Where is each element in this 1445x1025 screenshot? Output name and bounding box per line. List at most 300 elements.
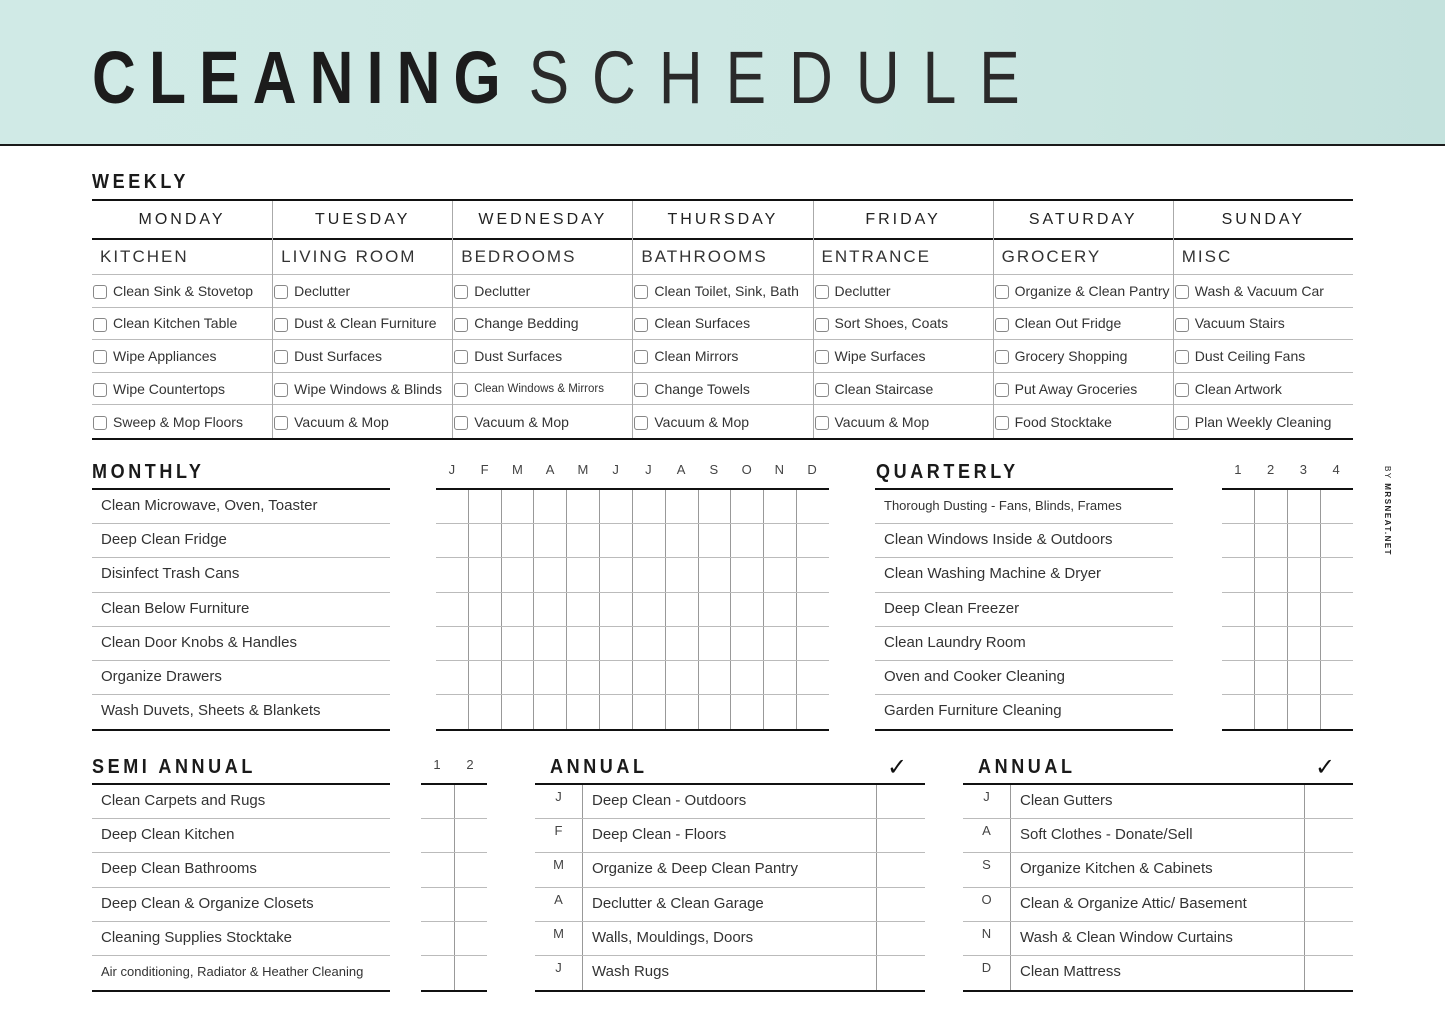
- check-cell[interactable]: [1254, 490, 1287, 523]
- checkbox[interactable]: [274, 285, 288, 299]
- weekly-task[interactable]: [273, 308, 452, 341]
- check-cell[interactable]: [796, 661, 829, 694]
- checkbox[interactable]: [93, 350, 107, 364]
- check-cell[interactable]: [454, 853, 488, 886]
- credit-site: MRSNEAT.NET: [1383, 483, 1392, 557]
- check-cell[interactable]: [796, 558, 829, 591]
- check-cell[interactable]: [454, 922, 488, 955]
- task-label: Clean Staircase: [834, 380, 934, 397]
- checkbox[interactable]: [93, 416, 107, 430]
- task-label: Organize & Clean Pantry: [1014, 282, 1170, 299]
- checkbox[interactable]: [454, 285, 468, 299]
- check-cell[interactable]: [730, 627, 763, 660]
- weekly-column-monday: [92, 201, 272, 438]
- check-cell[interactable]: [1222, 558, 1254, 591]
- weekly-task[interactable]: [1174, 275, 1353, 308]
- check-cell[interactable]: [436, 627, 468, 660]
- check-cell[interactable]: [1287, 627, 1320, 660]
- check-cell[interactable]: [665, 661, 698, 694]
- check-cell[interactable]: [665, 490, 698, 523]
- task-label: Declutter & Clean Garage: [583, 888, 877, 921]
- check-cell[interactable]: [599, 627, 632, 660]
- weekly-task[interactable]: [633, 308, 812, 341]
- check-cell[interactable]: [1305, 819, 1353, 852]
- weekly-task[interactable]: [1174, 405, 1353, 438]
- check-cell[interactable]: [533, 558, 566, 591]
- check-cell[interactable]: [421, 853, 454, 886]
- area-label: MISC: [1174, 240, 1353, 275]
- check-cell[interactable]: [436, 490, 468, 523]
- check-cell[interactable]: [468, 661, 501, 694]
- check-cell[interactable]: [501, 524, 534, 557]
- checkbox[interactable]: [454, 350, 468, 364]
- check-cell[interactable]: [763, 558, 796, 591]
- check-cell[interactable]: [454, 956, 488, 990]
- task-row: Organize Drawers: [92, 661, 390, 695]
- task-label: Clean Kitchen Table: [113, 315, 238, 332]
- checkbox[interactable]: [815, 350, 829, 364]
- day-header: FRIDAY: [814, 201, 993, 240]
- check-cell[interactable]: [730, 661, 763, 694]
- weekly-task[interactable]: [633, 275, 812, 308]
- task-label: Wipe Surfaces: [834, 347, 926, 364]
- weekly-task[interactable]: [273, 340, 452, 373]
- check-cell[interactable]: [599, 558, 632, 591]
- task-label: Dust Surfaces: [294, 347, 383, 364]
- check-cell[interactable]: [566, 627, 599, 660]
- checkbox[interactable]: [815, 318, 829, 332]
- checkbox[interactable]: [274, 318, 288, 332]
- check-cell[interactable]: [1254, 661, 1287, 694]
- weekly-task[interactable]: [453, 308, 632, 341]
- annual-row: [535, 853, 925, 887]
- task-label: Declutter: [834, 282, 891, 299]
- weekly-task[interactable]: [633, 340, 812, 373]
- checkbox[interactable]: [634, 318, 648, 332]
- month-letter: J: [535, 785, 583, 818]
- weekly-task[interactable]: [994, 275, 1173, 308]
- check-cell[interactable]: [1287, 558, 1320, 591]
- check-cell[interactable]: [566, 524, 599, 557]
- month-letter: J: [963, 785, 1011, 818]
- annual-row: [535, 956, 925, 990]
- grid-row: [1222, 695, 1353, 729]
- checkbox[interactable]: [995, 383, 1009, 397]
- check-cell[interactable]: [468, 627, 501, 660]
- check-cell[interactable]: [1320, 627, 1353, 660]
- column-label: J: [645, 462, 653, 477]
- checkbox[interactable]: [634, 285, 648, 299]
- task-label: Clean Windows & Mirrors: [474, 382, 604, 395]
- task-label: Wipe Countertops: [113, 380, 226, 397]
- check-cell[interactable]: [632, 661, 665, 694]
- checkbox[interactable]: [1175, 383, 1189, 397]
- checkbox[interactable]: [1175, 416, 1189, 430]
- check-cell[interactable]: [796, 490, 829, 523]
- area-label: KITCHEN: [92, 240, 272, 275]
- check-cell[interactable]: [436, 558, 468, 591]
- check-cell[interactable]: [1254, 558, 1287, 591]
- task-label: Clean Out Fridge: [1014, 315, 1122, 332]
- checkbox[interactable]: [274, 416, 288, 430]
- check-cell[interactable]: [1287, 695, 1320, 729]
- check-cell[interactable]: [763, 695, 796, 729]
- column-label: A: [545, 462, 556, 477]
- check-cell[interactable]: [763, 490, 796, 523]
- checkbox[interactable]: [995, 285, 1009, 299]
- check-cell[interactable]: [533, 490, 566, 523]
- checkbox[interactable]: [1175, 285, 1189, 299]
- check-cell[interactable]: [1222, 695, 1254, 729]
- check-cell[interactable]: [796, 695, 829, 729]
- check-cell[interactable]: [632, 593, 665, 626]
- weekly-task[interactable]: [994, 405, 1173, 438]
- month-letter: A: [535, 888, 583, 921]
- check-cell[interactable]: [468, 695, 501, 729]
- check-cell[interactable]: [1320, 661, 1353, 694]
- check-cell[interactable]: [454, 819, 488, 852]
- checkbox[interactable]: [634, 416, 648, 430]
- check-cell[interactable]: [599, 695, 632, 729]
- task-row: Air conditioning, Radiator & Heather Cleaning: [101, 963, 364, 979]
- task-label: Organize & Deep Clean Pantry: [583, 853, 877, 886]
- checkbox[interactable]: [815, 285, 829, 299]
- check-cell[interactable]: [533, 524, 566, 557]
- check-cell[interactable]: [599, 661, 632, 694]
- weekly-task[interactable]: [273, 373, 452, 406]
- column-label: F: [480, 462, 490, 477]
- check-cell[interactable]: [763, 593, 796, 626]
- check-cell[interactable]: [698, 524, 731, 557]
- check-cell[interactable]: [877, 888, 925, 921]
- check-cell[interactable]: [1320, 524, 1353, 557]
- task-row: Oven and Cooker Cleaning: [875, 661, 1173, 695]
- check-cell[interactable]: [665, 627, 698, 660]
- check-cell[interactable]: [877, 853, 925, 886]
- check-cell[interactable]: [698, 490, 731, 523]
- checkbox[interactable]: [995, 350, 1009, 364]
- check-cell[interactable]: [877, 956, 925, 990]
- weekly-table: [92, 199, 1353, 440]
- check-cell[interactable]: [632, 490, 665, 523]
- checkbox[interactable]: [995, 318, 1009, 332]
- checkbox[interactable]: [815, 383, 829, 397]
- weekly-task[interactable]: [453, 275, 632, 308]
- check-cell[interactable]: [698, 593, 731, 626]
- weekly-task[interactable]: [273, 405, 452, 438]
- semi-annual-title: SEMI ANNUAL: [92, 756, 256, 778]
- check-cell[interactable]: [421, 888, 454, 921]
- check-cell[interactable]: [501, 627, 534, 660]
- grid-row: [421, 853, 487, 887]
- credit-text: [1383, 466, 1392, 556]
- check-cell[interactable]: [1305, 922, 1353, 955]
- check-cell[interactable]: [501, 695, 534, 729]
- check-cell[interactable]: [501, 661, 534, 694]
- check-cell[interactable]: [1287, 490, 1320, 523]
- check-cell[interactable]: [533, 661, 566, 694]
- check-cell[interactable]: [1222, 627, 1254, 660]
- weekly-task[interactable]: [273, 275, 452, 308]
- checkbox[interactable]: [1175, 350, 1189, 364]
- weekly-task[interactable]: [814, 275, 993, 308]
- quarterly-task-list: [875, 488, 1173, 731]
- annual-row: [535, 819, 925, 853]
- check-cell[interactable]: [599, 490, 632, 523]
- check-cell[interactable]: [421, 819, 454, 852]
- check-cell[interactable]: [599, 593, 632, 626]
- check-cell[interactable]: [632, 695, 665, 729]
- task-label: Vacuum Stairs: [1194, 315, 1285, 332]
- check-cell[interactable]: [566, 593, 599, 626]
- task-label: Deep Clean - Outdoors: [583, 785, 877, 818]
- day-header: THURSDAY: [633, 201, 812, 240]
- check-cell[interactable]: [566, 558, 599, 591]
- month-letter: J: [535, 956, 583, 990]
- check-cell[interactable]: [1320, 558, 1353, 591]
- check-cell[interactable]: [468, 524, 501, 557]
- weekly-task[interactable]: [92, 308, 272, 341]
- check-cell[interactable]: [1222, 490, 1254, 523]
- annual-row: [535, 888, 925, 922]
- check-cell[interactable]: [698, 695, 731, 729]
- check-cell[interactable]: [454, 785, 488, 818]
- check-cell[interactable]: [877, 922, 925, 955]
- checkbox[interactable]: [93, 383, 107, 397]
- weekly-task[interactable]: [814, 405, 993, 438]
- check-cell[interactable]: [436, 593, 468, 626]
- check-cell[interactable]: [730, 593, 763, 626]
- check-cell[interactable]: [1320, 695, 1353, 729]
- checkbox[interactable]: [454, 383, 468, 397]
- semi-annual-header: [421, 757, 487, 772]
- weekly-column-friday: [813, 201, 993, 438]
- checkbox[interactable]: [815, 416, 829, 430]
- check-cell[interactable]: [665, 695, 698, 729]
- check-cell[interactable]: [763, 661, 796, 694]
- task-label: Vacuum & Mop: [834, 413, 930, 430]
- monthly-task-list: [92, 488, 390, 731]
- check-cell[interactable]: [698, 558, 731, 591]
- check-cell[interactable]: [730, 490, 763, 523]
- monthly-title: MONTHLY: [92, 461, 205, 483]
- task-row: Garden Furniture Cleaning: [884, 702, 1062, 720]
- annual-title-2: ANNUAL: [978, 756, 1076, 778]
- grid-row: [436, 695, 829, 729]
- check-cell[interactable]: [632, 627, 665, 660]
- task-label: Dust Ceiling Fans: [1194, 347, 1306, 364]
- quarterly-header: [1222, 462, 1353, 477]
- grid-row: [1222, 524, 1353, 558]
- annual-table-2: [963, 783, 1353, 992]
- check-cell[interactable]: [533, 695, 566, 729]
- task-label: Organize Kitchen & Cabinets: [1011, 853, 1305, 886]
- check-cell[interactable]: [730, 558, 763, 591]
- weekly-task[interactable]: [814, 340, 993, 373]
- month-letter: O: [963, 888, 1011, 921]
- weekly-task[interactable]: [994, 373, 1173, 406]
- check-cell[interactable]: [1305, 888, 1353, 921]
- checkbox[interactable]: [274, 350, 288, 364]
- weekly-task[interactable]: [1174, 373, 1353, 406]
- column-label: 1: [433, 757, 442, 772]
- task-label: Wash Rugs: [583, 956, 877, 990]
- check-cell[interactable]: [421, 785, 454, 818]
- task-label: Dust & Clean Furniture: [294, 315, 437, 332]
- weekly-task[interactable]: [633, 373, 812, 406]
- weekly-task[interactable]: [633, 405, 812, 438]
- weekly-task[interactable]: [453, 405, 632, 438]
- check-cell[interactable]: [763, 524, 796, 557]
- grid-row: [1222, 627, 1353, 661]
- check-cell[interactable]: [501, 593, 534, 626]
- check-cell[interactable]: [566, 695, 599, 729]
- task-label: Sweep & Mop Floors: [113, 413, 243, 430]
- weekly-task[interactable]: [994, 340, 1173, 373]
- checkbox[interactable]: [995, 416, 1009, 430]
- grid-row: [436, 558, 829, 592]
- weekly-task[interactable]: [453, 373, 632, 406]
- annual-row: [535, 785, 925, 819]
- check-cell[interactable]: [599, 524, 632, 557]
- grid-row: [436, 661, 829, 695]
- weekly-task[interactable]: [814, 308, 993, 341]
- checkbox[interactable]: [93, 318, 107, 332]
- task-row: Disinfect Trash Cans: [92, 558, 390, 592]
- check-cell[interactable]: [763, 627, 796, 660]
- task-label: Wash & Vacuum Car: [1194, 282, 1324, 299]
- check-cell[interactable]: [698, 661, 731, 694]
- weekly-task[interactable]: [92, 373, 272, 406]
- task-label: Clean Gutters: [1011, 785, 1305, 818]
- checkbox[interactable]: [634, 383, 648, 397]
- checkbox[interactable]: [634, 350, 648, 364]
- check-cell[interactable]: [468, 490, 501, 523]
- check-cell[interactable]: [1305, 956, 1353, 990]
- check-cell[interactable]: [468, 558, 501, 591]
- quarterly-check-grid: [1222, 488, 1353, 731]
- check-cell[interactable]: [1287, 661, 1320, 694]
- weekly-task[interactable]: [92, 275, 272, 308]
- weekly-task[interactable]: [92, 405, 272, 438]
- check-cell[interactable]: [421, 956, 454, 990]
- check-cell[interactable]: [632, 524, 665, 557]
- check-cell[interactable]: [436, 661, 468, 694]
- grid-row: [436, 627, 829, 661]
- check-cell[interactable]: [665, 593, 698, 626]
- task-row: Deep Clean & Organize Closets: [92, 888, 390, 922]
- check-cell[interactable]: [665, 558, 698, 591]
- checkbox[interactable]: [93, 285, 107, 299]
- grid-row: [436, 524, 829, 558]
- check-cell[interactable]: [1287, 593, 1320, 626]
- check-cell[interactable]: [1222, 593, 1254, 626]
- annual-row: [963, 785, 1353, 819]
- check-cell[interactable]: [665, 524, 698, 557]
- check-cell[interactable]: [796, 593, 829, 626]
- weekly-task[interactable]: [1174, 340, 1353, 373]
- check-cell[interactable]: [796, 524, 829, 557]
- grid-row: [1222, 490, 1353, 524]
- check-cell[interactable]: [533, 627, 566, 660]
- semi-annual-task-list: [92, 783, 390, 992]
- check-cell[interactable]: [1287, 524, 1320, 557]
- weekly-task[interactable]: [92, 340, 272, 373]
- task-label: Food Stocktake: [1014, 413, 1112, 430]
- task-label: Sort Shoes, Coats: [834, 315, 949, 332]
- check-cell[interactable]: [632, 558, 665, 591]
- check-cell[interactable]: [1254, 695, 1287, 729]
- credit-prefix: BY: [1383, 466, 1392, 480]
- month-letter: N: [963, 922, 1011, 955]
- check-cell[interactable]: [796, 627, 829, 660]
- check-cell[interactable]: [533, 593, 566, 626]
- check-cell[interactable]: [501, 558, 534, 591]
- weekly-column-wednesday: [452, 201, 632, 438]
- weekly-task[interactable]: [994, 308, 1173, 341]
- check-cell[interactable]: [501, 490, 534, 523]
- weekly-task[interactable]: [453, 340, 632, 373]
- task-row: Clean Door Knobs & Handles: [92, 627, 390, 661]
- day-header: SUNDAY: [1174, 201, 1353, 240]
- check-cell[interactable]: [454, 888, 488, 921]
- check-cell[interactable]: [698, 627, 731, 660]
- area-label: ENTRANCE: [814, 240, 993, 275]
- check-cell[interactable]: [436, 695, 468, 729]
- grid-row: [421, 888, 487, 922]
- column-label: J: [448, 462, 457, 477]
- checkbox[interactable]: [1175, 318, 1189, 332]
- check-cell[interactable]: [421, 922, 454, 955]
- check-cell[interactable]: [1254, 627, 1287, 660]
- task-label: Clean & Organize Attic/ Basement: [1011, 888, 1305, 921]
- checkbox[interactable]: [274, 383, 288, 397]
- day-header: MONDAY: [92, 201, 272, 240]
- checkbox[interactable]: [454, 318, 468, 332]
- task-label: Clean Surfaces: [654, 315, 751, 332]
- check-cell[interactable]: [468, 593, 501, 626]
- check-cell[interactable]: [877, 785, 925, 818]
- task-label: Wipe Appliances: [113, 347, 217, 364]
- check-cell[interactable]: [1320, 593, 1353, 626]
- weekly-task[interactable]: [814, 373, 993, 406]
- check-cell[interactable]: [436, 524, 468, 557]
- check-cell[interactable]: [566, 661, 599, 694]
- grid-row: [436, 490, 829, 524]
- check-cell[interactable]: [1320, 490, 1353, 523]
- task-row: Clean Washing Machine & Dryer: [875, 558, 1173, 592]
- check-cell[interactable]: [1254, 593, 1287, 626]
- check-cell[interactable]: [566, 490, 599, 523]
- check-cell[interactable]: [730, 695, 763, 729]
- month-letter: S: [963, 853, 1011, 886]
- grid-row: [1222, 593, 1353, 627]
- check-cell[interactable]: [1305, 785, 1353, 818]
- check-cell[interactable]: [1222, 524, 1254, 557]
- title-bold: CLEANING: [92, 36, 514, 119]
- check-cell[interactable]: [1222, 661, 1254, 694]
- check-cell[interactable]: [877, 819, 925, 852]
- check-cell[interactable]: [1254, 524, 1287, 557]
- task-row: Deep Clean Bathrooms: [92, 853, 390, 887]
- check-cell[interactable]: [730, 524, 763, 557]
- check-cell[interactable]: [1305, 853, 1353, 886]
- weekly-task[interactable]: [1174, 308, 1353, 341]
- checkbox[interactable]: [454, 416, 468, 430]
- task-row: Clean Windows Inside & Outdoors: [875, 524, 1173, 558]
- area-label: GROCERY: [994, 240, 1173, 275]
- day-header: TUESDAY: [273, 201, 452, 240]
